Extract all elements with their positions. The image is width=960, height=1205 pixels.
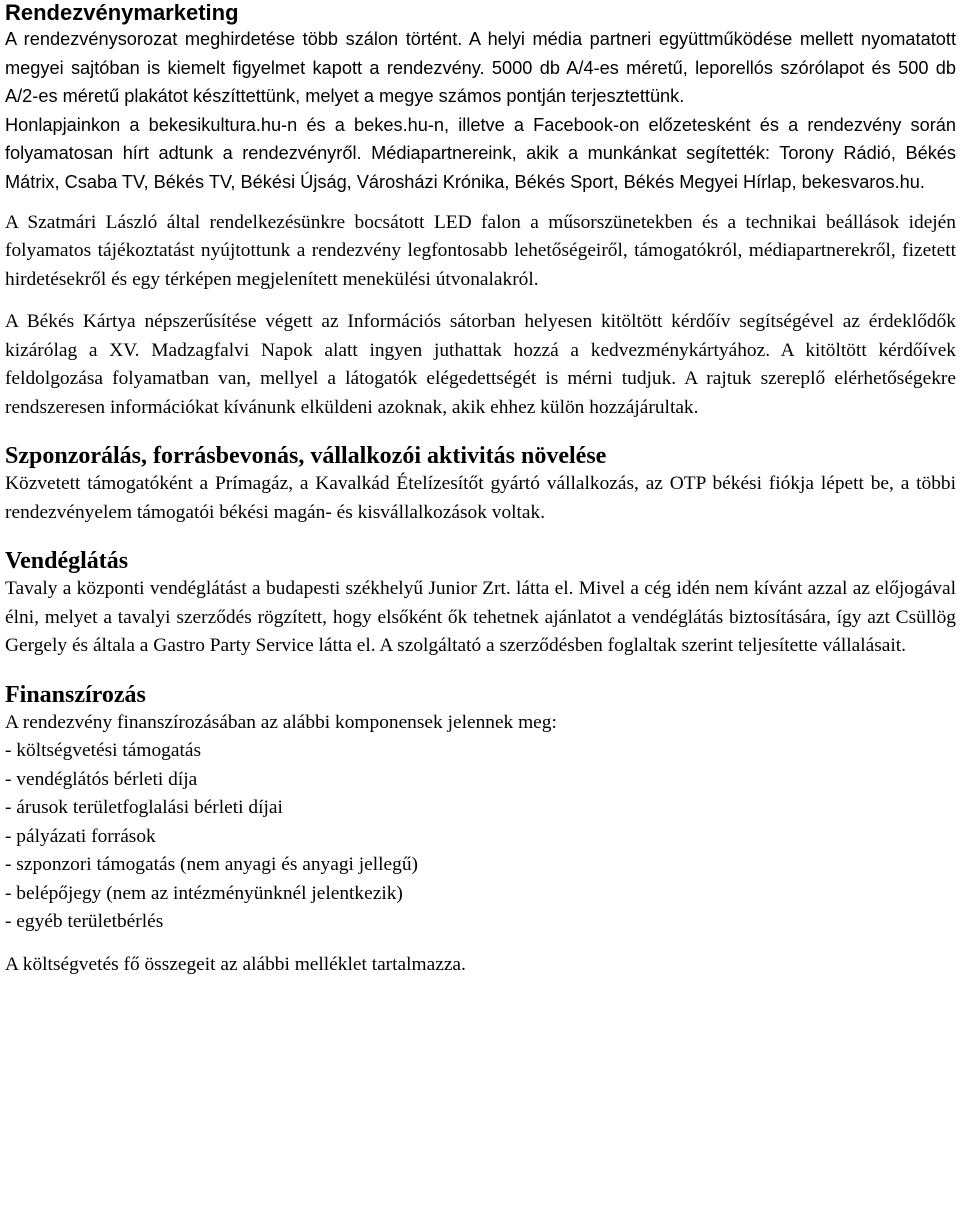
paragraph-bekes-card: A Békés Kártya népszerűsítése végett az Információs sátorban helyesen kitöltött kérdőív segítségével az érdeklődők kizárólag a XV. Madzagfalvi Napok alatt ingyen juthattak hozzá a kedvezménykártyához. A kitöltött kérdőívek feldolgozása folyamatban van, mellyel a látogatók elégedettségét is mérni tudjuk. A rajtuk szereplő elérhetőségekre rendszeresen információkat kívánunk elküldeni azoknak, akik ehhez külön hozzájárultak. xyxy=(5,311,956,418)
section-heading-financing: Finanszírozás xyxy=(5,681,146,708)
paragraph-financing-intro: A rendezvény finanszírozásában az alábbi komponensek jelennek meg: xyxy=(5,711,557,733)
list-item: - pályázati források xyxy=(5,825,156,847)
list-item: - árusok területfoglalási bérleti díjai xyxy=(5,797,283,819)
paragraph-media-promotion: A rendezvénysorozat meghirdetése több szálon történt. A helyi média partneri együttműködése mellett nyomatatott megyei sajtóban is kiemelt figyelmet kapott a rendezvény. 5000 db A/4-es méretű, leporellós szórólapot és 500 db A/2-es méretű plakátot készíttettünk, melyet a megye számos pontján terjesztettünk. xyxy=(5,29,956,107)
section-heading-rendezvenymarketing: Rendezvénymarketing xyxy=(5,0,239,25)
paragraph-led-wall: A Szatmári László által rendelkezésünkre bocsátott LED falon a műsorszünetekben és a technikai beállások idején folyamatos tájékoztatást nyújtottunk a rendezvény legfontosabb lehetőségeiről, támogatókról, médiapartnerekről, fizetett hirdetésekről és egy térképen megjelenített menekülési útvonalakról. xyxy=(5,211,956,290)
list-item: - költségvetési támogatás xyxy=(5,740,202,762)
paragraph-budget-closing: A költségvetés fő összegeit az alábbi melléklet tartalmazza. xyxy=(5,953,466,975)
paragraph-catering: Tavaly a központi vendéglátást a budapesti székhelyű Junior Zrt. látta el. Mivel a cég idén nem kívánt azzal az előjogával élni, melyet a tavalyi szerződés rögzített, hogy elsőként ők tehetnek ajánlatot a vendéglátás biztosítására, így azt Csüllög Gergely és általa a Gastro Party Service látta el. A szolgáltató a szerződésben foglaltak szerint teljesítette vállalásait. xyxy=(5,578,956,657)
list-item: - belépőjegy (nem az intézményünknél jelentkezik) xyxy=(5,882,403,904)
document-page xyxy=(5,0,956,979)
list-item: - szponzori támogatás (nem anyagi és anyagi jellegű) xyxy=(5,854,418,876)
section-heading-sponsorship: Szponzorálás, forrásbevonás, vállalkozói aktivitás növelése xyxy=(5,443,607,470)
section-heading-catering: Vendéglátás xyxy=(5,548,129,575)
paragraph-sponsors: Közvetett támogatóként a Prímagáz, a Kavalkád Ételízesítőt gyártó vállalkozás, az OTP békési fiókja lépett be, a többi rendezvényelem támogatói békési magán- és kisvállalkozások voltak. xyxy=(5,473,956,523)
list-item: - vendéglátós bérleti díja xyxy=(5,768,198,790)
list-item: - egyéb területbérlés xyxy=(5,911,164,933)
paragraph-online-media-partners: Honlapjainkon a bekesikultura.hu-n és a bekes.hu-n, illetve a Facebook-on előzetesként és a rendezvény során folyamatosan hírt adtunk a rendezvényről. Médiapartnereink, akik a munkánkat segítették: Torony Rádió, Békés Mátrix, Csaba TV, Békés TV, Békési Újság, Városházi Krónika, Békés Sport, Békés Megyei Hírlap, bekesvaros.hu. xyxy=(5,114,956,192)
financing-components-list xyxy=(5,737,956,937)
